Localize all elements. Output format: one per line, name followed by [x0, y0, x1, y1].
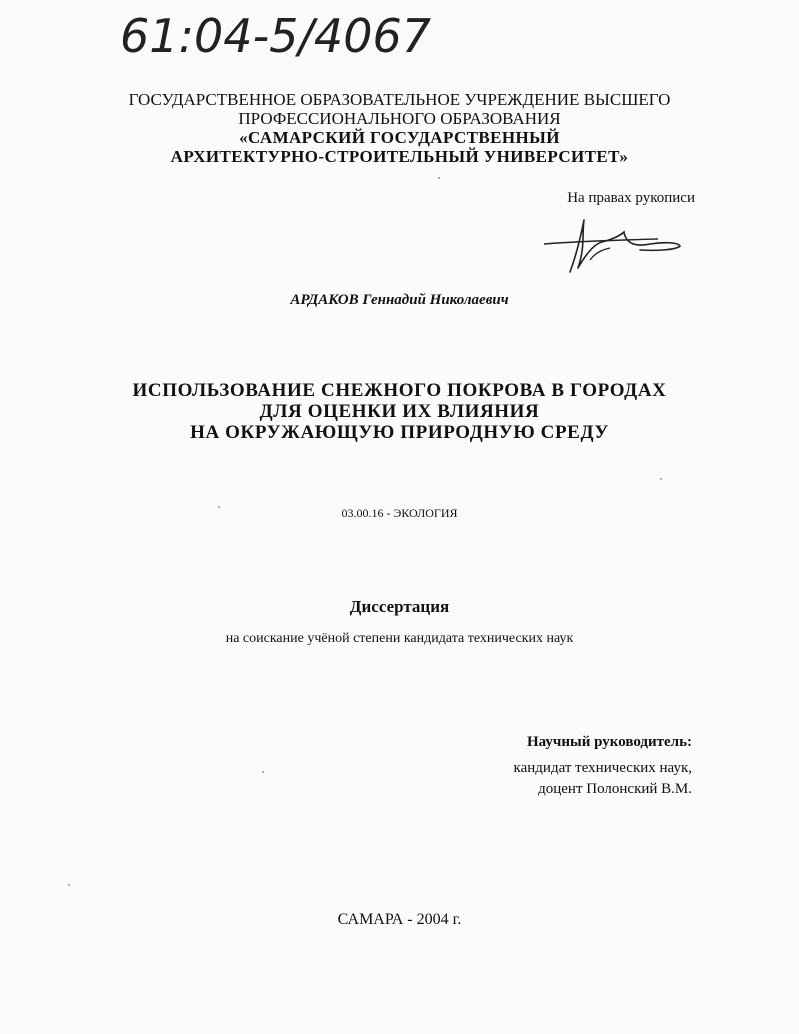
rights-note: На правах рукописи: [567, 190, 695, 206]
institution-line-2: ПРОФЕССИОНАЛЬНОГО ОБРАЗОВАНИЯ: [238, 109, 561, 128]
supervisor-block: [514, 732, 692, 800]
scan-speck: [660, 478, 662, 480]
scan-speck: [262, 771, 264, 773]
scan-speck: [68, 884, 70, 886]
title-line-3: НА ОКРУЖАЮЩУЮ ПРИРОДНУЮ СРЕДУ: [190, 422, 609, 443]
institution-line-4: АРХИТЕКТУРНО-СТРОИТЕЛЬНЫЙ УНИВЕРСИТЕТ»: [170, 147, 629, 166]
specialty-code: 03.00.16 - ЭКОЛОГИЯ: [341, 506, 458, 520]
signature: [540, 214, 690, 276]
archive-code-text: 61:04-5/4067: [120, 9, 431, 62]
title-line-1: ИСПОЛЬЗОВАНИЕ СНЕЖНОГО ПОКРОВА В ГОРОДАХ: [132, 380, 667, 401]
handwritten-archive-code: [118, 6, 518, 62]
institution-line-3: «САМАРСКИЙ ГОСУДАРСТВЕННЫЙ: [239, 128, 560, 147]
scan-speck: [218, 506, 220, 508]
title-line-2: ДЛЯ ОЦЕНКИ ИХ ВЛИЯНИЯ: [259, 401, 540, 422]
dissertation-title: [0, 380, 799, 443]
document-type: Диссертация: [349, 597, 450, 616]
supervisor-name: доцент Полонский В.М.: [538, 781, 692, 797]
institution-line-1: ГОСУДАРСТВЕННОЕ ОБРАЗОВАТЕЛЬНОЕ УЧРЕЖДЕНИЕ ВЫСШЕГО: [128, 90, 671, 109]
supervisor-degree: кандидат технических наук,: [513, 760, 692, 776]
supervisor-heading: Научный руководитель:: [527, 734, 692, 750]
place-year: САМАРА - 2004 г.: [337, 911, 462, 928]
scan-speck: [438, 177, 440, 179]
author-name: АРДАКОВ Геннадий Николаевич: [290, 292, 509, 308]
degree-line: на соискание учёной степени кандидата технических наук: [225, 631, 574, 646]
institution-block: [0, 90, 799, 166]
